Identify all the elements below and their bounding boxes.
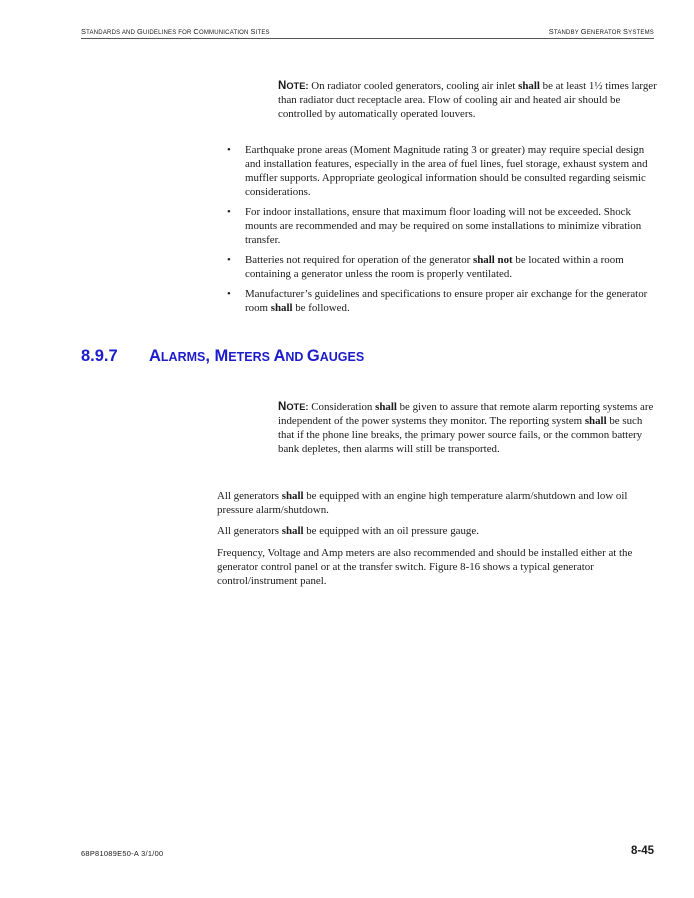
note-label: NOTE: — [278, 80, 309, 92]
list-item: • Manufacturer’s guidelines and specifications to ensure proper air exchange for the generator room shall be followed. — [227, 288, 648, 314]
section-number: 8.9.7 — [81, 347, 118, 365]
section-heading — [81, 347, 364, 366]
list-item: • Earthquake prone areas (Moment Magnitude rating 3 or greater) may require special design and installation features, especially in the area of fuel lines, fuel storage, exhaust system and muffler supports. Appropriate geological information should be consulted regarding seismic considerations. — [227, 144, 648, 198]
paragraph-meters: Frequency, Voltage and Amp meters are also recommended and should be installed either at the generator control panel or at the transfer switch. Figure 8-16 shows a typical generator control/instrument panel. — [217, 547, 633, 587]
paragraph-alarm-shutdown: All generators shall be equipped with an engine high temperature alarm/shutdown and low oil pressure alarm/shutdown. — [217, 490, 628, 516]
document-id: 68P81089E50-A 3/1/00 — [81, 849, 164, 858]
page-number: 8-45 — [630, 845, 654, 857]
section-title: ALARMS, METERS AND GAUGES — [149, 347, 365, 365]
running-header-left: STANDARDS AND GUIDELINES FOR COMMUNICATION SITES — [81, 27, 270, 36]
note-label: NOTE: — [278, 401, 309, 413]
paragraph-oil-gauge: All generators shall be equipped with an oil pressure gauge. — [217, 525, 479, 537]
note-cooling-air: NOTE: On radiator cooled generators, cooling air inlet shall be at least 1½ times larger than radiator duct receptacle area. Flow of cooling air and heated air should be controlled by automatically operated louvers. — [278, 80, 657, 120]
requirements-list — [227, 143, 657, 321]
running-header-right: STANDBY GENERATOR SYSTEMS — [548, 27, 654, 36]
list-item: • For indoor installations, ensure that maximum floor loading will not be exceeded. Shock mounts are recommended and may be required on some installations to minimize vibration transfer. — [227, 206, 642, 246]
note-remote-alarm: NOTE: Consideration shall be given to assure that remote alarm reporting systems are independent of the power systems they monitor. The reporting system shall be such that if the phone line breaks, the primary power source fails, or the common battery bank depletes, then alarms will still be transported. — [278, 401, 654, 455]
list-item: • Batteries not required for operation of the generator shall not be located within a room containing a generator unless the room is properly ventilated. — [227, 254, 624, 280]
header-rule — [81, 38, 654, 39]
